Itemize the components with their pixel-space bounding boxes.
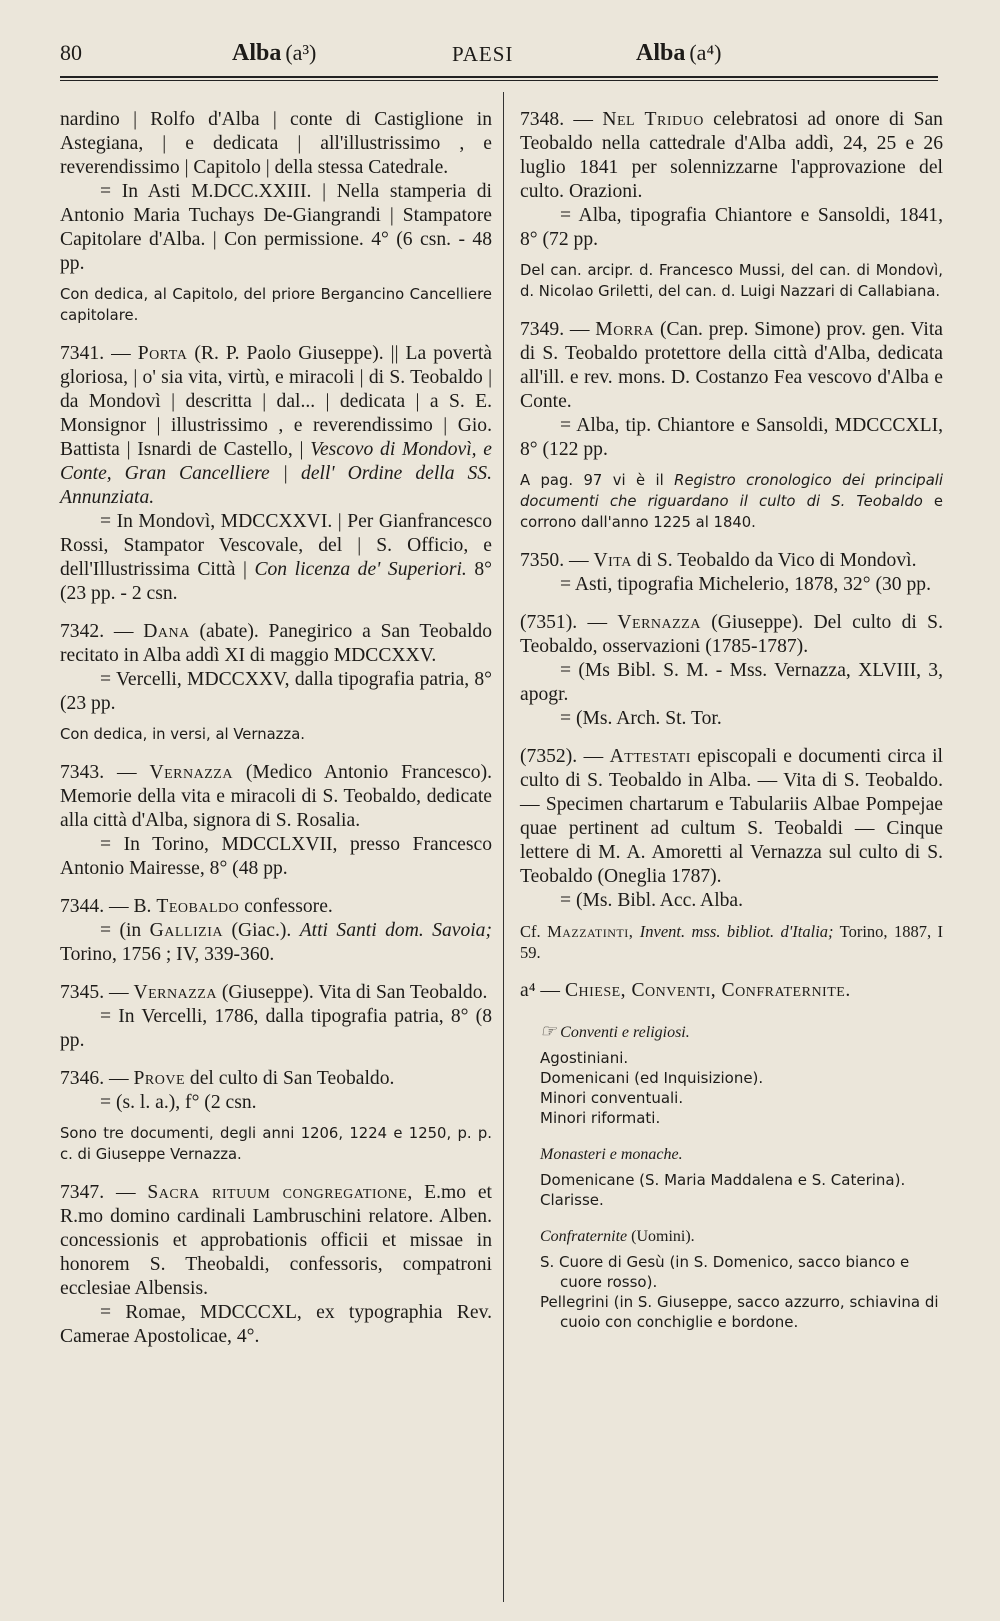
entry-author: Morra: [595, 319, 655, 340]
left-running-title: Alba (a³): [232, 40, 317, 66]
entry-author: Vernazza: [617, 612, 701, 633]
entry-7347: 7347. — Sacra rituum congregatione, E.mo et R.mo domino cardinali Lambruschini relatore. Alben. concessionis et approbationis officii et missae in honorem S. Theobaldi, confessoris, compatroni ecclesiae Albensis. = Romae, MDCCCXL, ex typographia Rev. Camerae Apostolicae, 4°.: [60, 1182, 492, 1347]
list-item: Agostiniani.: [540, 1049, 629, 1067]
entry-7344: 7344. — B. Teobaldo confessore. = (in Gallizia (Giac.). Atti Santi dom. Savoia; Torino, 1756 ; IV, 339-360.: [60, 896, 493, 965]
entry-note: A pag. 97 vi è il Registro cronologico dei principali documenti che riguardano il culto di S. Teobaldo e corrono dall'anno 1225 al 1840.: [520, 472, 943, 531]
list-item: S. Cuore di Gesù (in S. Domenico, sacco bianco e cuore rosso).: [540, 1253, 910, 1291]
list-item: Minori conventuali.: [540, 1089, 684, 1107]
entry-note: Con dedica, in versi, al Vernazza.: [60, 726, 305, 743]
entry-author: Nel Triduo: [602, 109, 704, 130]
section-running-title: PAESI: [452, 42, 514, 66]
entry-7345: 7345. — Vernazza (Giuseppe). Vita di San Teobaldo. = In Vercelli, 1786, dalla tipografia patria, 8° (8 pp.: [60, 982, 492, 1051]
subsection-heading-conventi: ☞ Conventi e religiosi.: [540, 1021, 690, 1041]
column-divider: [503, 92, 504, 1602]
left-column: [60, 108, 492, 1363]
header-rule-thin: [60, 80, 938, 81]
entry-note: Cf. Mazzatinti, Invent. mss. bibliot. d'Italia; Torino, 1887, I 59.: [520, 922, 944, 962]
entry-7342: 7342. — Dana (abate). Panegirico a San Teobaldo recitato in Alba addì XI di maggio MDCCXXV. = Vercelli, MDCCXXV, dalla tipografia patria, 8° (23 pp.: [60, 621, 493, 714]
entry-note: Con dedica, al Capitolo, del priore Bergancino Cancelliere capitolare.: [60, 286, 492, 324]
subsection-heading-confraternite: Confraternite (Uomini).: [540, 1228, 695, 1245]
list-monasteri: [520, 1170, 943, 1210]
entry-7346: 7346. — Prove del culto di San Teobaldo. = (s. l. a.), f° (2 csn.: [60, 1068, 395, 1113]
entry-author: Prove: [133, 1068, 185, 1089]
entry-7350: 7350. — Vita di S. Teobaldo da Vico di Mondovì. = Asti, tipografia Michelerio, 1878, 32° (30 pp.: [520, 550, 931, 595]
entry-7348: 7348. — Nel Triduo celebratosi ad onore di San Teobaldo nella cattedrale d'Alba addì, 24, 25 e 26 luglio 1841 per solennizzarne l'approvazione del culto. Orazioni. = Alba, tipografia Chiantore e Sansoldi, 1841, 8° (72 pp.: [520, 109, 943, 250]
list-conventi: [520, 1048, 943, 1128]
list-item: Minori riformati.: [540, 1109, 661, 1127]
entry-author: Attestati: [609, 746, 691, 767]
entry-author: Vita: [593, 550, 632, 571]
entry-imprint: = In Asti M.DCC.XXIII. | Nella stamperia di Antonio Maria Tuchays De-Giangrandi | Stampatore Capitolare d'Alba. | Con permissione. 4° (6 csn. - 48 pp.: [60, 181, 492, 274]
entry-note: Sono tre documenti, degli anni 1206, 1224 e 1250, p. p. c. di Giuseppe Vernazza.: [60, 1125, 492, 1163]
header-rule-thick: [60, 76, 938, 78]
entry-author: Porta: [137, 343, 188, 364]
entry-7352: (7352). — Attestati episcopali e documenti circa il culto di S. Teobaldo in Alba. — Vita di S. Teobaldo. — Specimen chartarum e Tabulariis Albae Pompejae quae pertinent ad cultum S. Teobaldi — Cinque lettere di M. A. Amoretti al Vernazza sul culto di S. Teobaldo (Oneglia 1787). = (Ms. Bibl. Acc. Alba.: [520, 746, 943, 911]
entry-7349: 7349. — Morra (Can. prep. Simone) prov. gen. Vita di S. Teobaldo protettore della città d'Alba, dedicata all'ill. e rev. mons. D. Costanzo Fea vescovo d'Alba e Conte. = Alba, tip. Chiantore e Sansoldi, MDCCCXLI, 8° (122 pp.: [520, 319, 943, 460]
subsection-heading-monasteri: Monasteri e monache.: [540, 1146, 683, 1163]
entry-note: Del can. arcipr. d. Francesco Mussi, del can. di Mondovì, d. Nicolao Griletti, del can. d. Luigi Nazzari di Callabiana.: [520, 262, 943, 300]
entry-7343: 7343. — Vernazza (Medico Antonio Francesco). Memorie della vita e miracoli di S. Teobaldo, dedicate alla città d'Alba, signora di S. Rosalia. = In Torino, MDCCLXVII, presso Francesco Antonio Mairesse, 8° (48 pp.: [60, 762, 492, 879]
entry-author: Dana: [143, 621, 190, 642]
right-running-title: Alba (a⁴): [636, 40, 722, 66]
entry-continued: [60, 108, 492, 276]
entry-7351: (7351). — Vernazza (Giuseppe). Del culto di S. Teobaldo, osservazioni (1785-1787). = (Ms Bibl. S. M. - Mss. Vernazza, XLVIII, 3, apogr. = (Ms. Arch. St. Tor.: [520, 612, 943, 729]
list-item: Pellegrini (in S. Giuseppe, sacco azzurro, schiavina di cuoio con conchiglie e bordone.: [540, 1293, 939, 1331]
entry-author: Teobaldo: [156, 896, 240, 917]
list-item: Domenicani (ed Inquisizione).: [540, 1069, 764, 1087]
entry-text: nardino | Rolfo d'Alba | conte di Castiglione in Astegiana, | e dedicata | all'illustrissimo , e reverendissimo | Capitolo | della stessa Catedrale.: [60, 109, 492, 178]
page-number: 80: [60, 40, 82, 65]
entry-author: Vernazza: [133, 982, 217, 1003]
list-item: Domenicane (S. Maria Maddalena e S. Caterina).: [540, 1171, 906, 1189]
entry-author: Vernazza: [149, 762, 233, 783]
section-heading: a⁴ — Chiese, Conventi, Confraternite.: [520, 980, 851, 1001]
list-confraternite: [520, 1252, 943, 1332]
running-header: [60, 40, 938, 80]
right-column: [520, 108, 943, 1332]
entry-7341: 7341. — Porta (R. P. Paolo Giuseppe). || La povertà gloriosa, | o' sia vita, virtù, e miracoli | di S. Teobaldo | da Mondovì | descritta | dal... | dedicata | a S. E. Monsignor | illustrissimo , e reverendissimo | Gio. Battista | Isnardi de Castello, | Vescovo di Mondovì, e Conte, Gran Cancelliere | dell' Ordine della SS. Annunziata. = In Mondovì, MDCCXXVI. | Per Gianfrancesco Rossi, Stampator Vescovale, del | S. Officio, e dell'Illustrissima Città | Con licenza de' Superiori. 8° (23 pp. - 2 csn.: [60, 343, 493, 604]
list-item: Clarisse.: [540, 1191, 604, 1209]
pointing-hand-icon: ☞: [540, 1021, 557, 1041]
entry-author: Sacra rituum congregatione: [147, 1182, 408, 1203]
